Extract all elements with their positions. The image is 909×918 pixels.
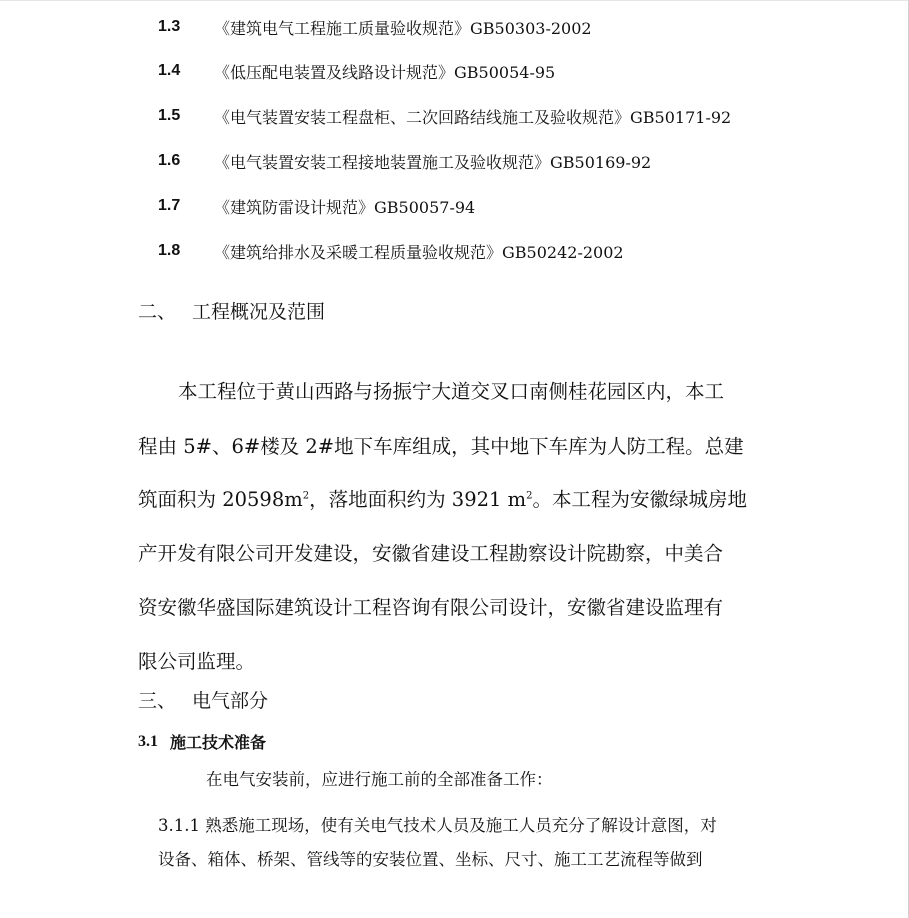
overview-paragraph-line: 筑面积为 $20598m^2$，落地面积约为 3921 $m^2$。本工程为安徽绿城房地	[138, 488, 748, 511]
overview-paragraph-line: 限公司监理。	[138, 650, 256, 673]
section-heading-overview	[138, 297, 325, 324]
section-title: 工程概况及范围	[192, 301, 326, 323]
subsection-title: 施工技术准备	[170, 733, 267, 752]
reference-text: 《低压配电装置及线路设计规范》GB50054-95	[214, 62, 556, 82]
reference-item	[158, 148, 651, 174]
reference-item	[158, 193, 475, 219]
reference-number: 1.8	[158, 242, 181, 259]
section-heading-electrical	[138, 686, 268, 713]
reference-number: 1.4	[158, 62, 181, 79]
reference-item	[158, 103, 731, 129]
reference-item	[158, 238, 624, 264]
section-number: 二、	[138, 301, 177, 323]
reference-text: 《建筑给排水及采暖工程质量验收规范》GB50242-2002	[214, 242, 624, 262]
reference-number: 1.7	[158, 197, 181, 214]
subsection-number: 3.1	[138, 732, 158, 750]
item-text-line: 3.1.1 熟悉施工现场，使有关电气技术人员及施工人员充分了解设计意图，对	[158, 816, 717, 835]
item-text-line: 设备、箱体、桥架、管线等的安装位置、坐标、尺寸、施工工艺流程等做到	[158, 850, 703, 869]
reference-item	[158, 58, 555, 84]
overview-paragraph-line: 资安徽华盛国际建筑设计工程咨询有限公司设计，安徽省建设监理有	[138, 596, 724, 619]
reference-number: 1.5	[158, 107, 181, 124]
reference-number: 1.6	[158, 152, 181, 169]
reference-text: 《电气装置安装工程盘柜、二次回路结线施工及验收规范》GB50171-92	[214, 107, 732, 127]
reference-number: 1.3	[158, 18, 181, 35]
intro-text: 在电气安装前，应进行施工前的全部准备工作：	[206, 770, 553, 789]
overview-paragraph-line: 本工程位于黄山西路与扬振宁大道交叉口南侧桂花园区内，本工	[178, 380, 725, 403]
reference-text: 《建筑电气工程施工质量验收规范》GB50303-2002	[214, 18, 592, 38]
reference-text: 《建筑防雷设计规范》GB50057-94	[214, 197, 476, 217]
reference-item	[158, 14, 592, 40]
reference-text: 《电气装置安装工程接地装置施工及验收规范》GB50169-92	[214, 152, 652, 172]
subsection-heading	[138, 730, 266, 753]
section-title: 电气部分	[192, 690, 269, 712]
overview-paragraph-line: 程由 5#、6#楼及 2#地下车库组成，其中地下车库为人防工程。总建	[138, 435, 744, 458]
overview-paragraph-line: 产开发有限公司开发建设，安徽省建设工程勘察设计院勘察，中美合	[138, 542, 724, 565]
section-number: 三、	[138, 690, 177, 712]
page-top-edge	[0, 0, 909, 1]
